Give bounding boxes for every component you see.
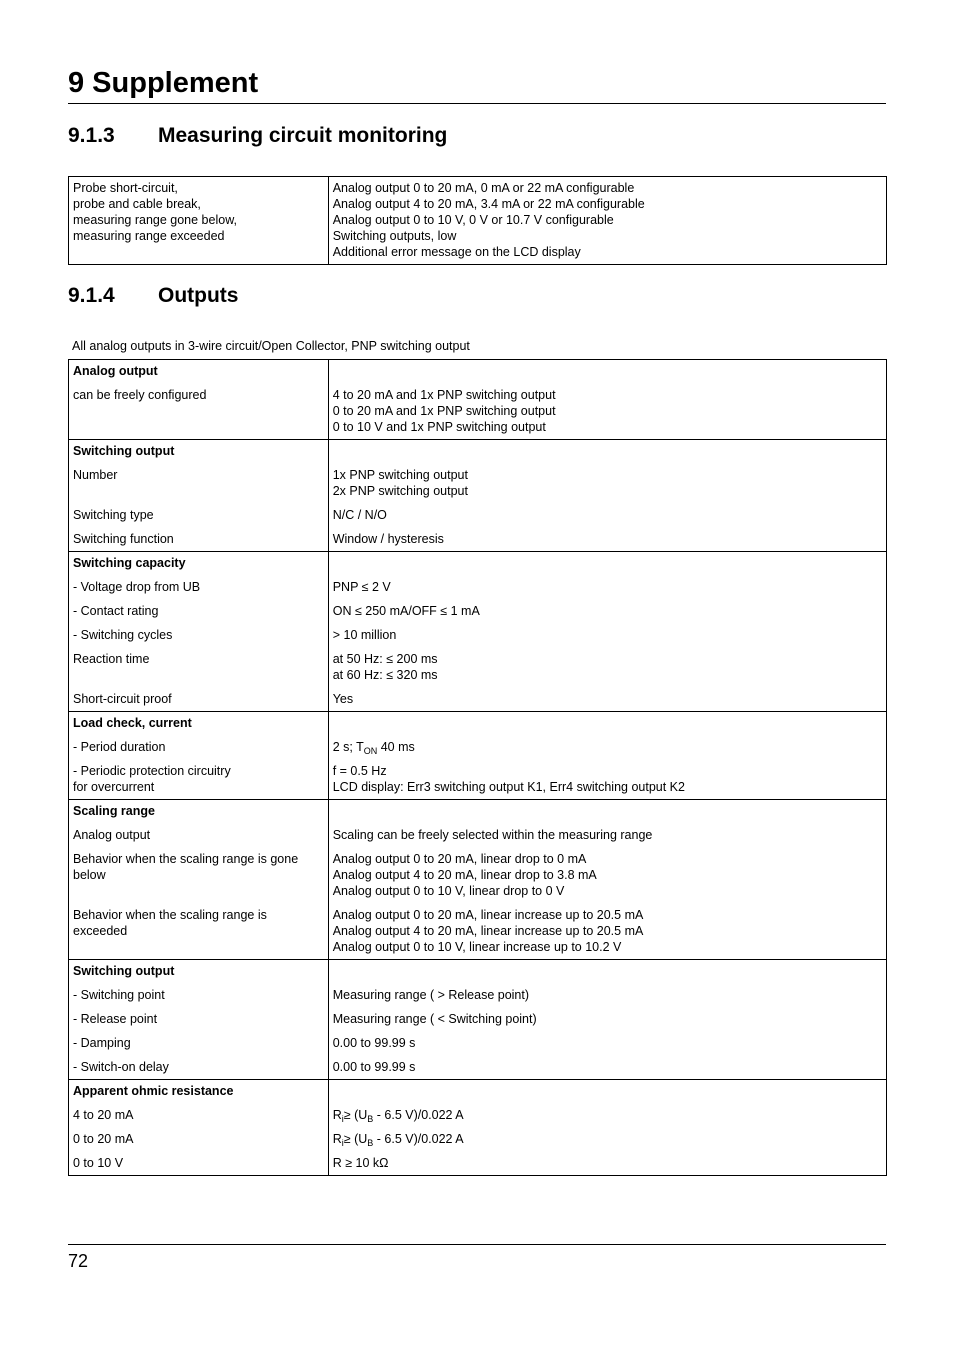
table-row xyxy=(69,527,887,552)
row-label: Reaction time xyxy=(73,652,150,666)
section-title: Measuring circuit monitoring xyxy=(158,124,448,147)
row-value: Window / hysteresis xyxy=(332,532,444,546)
section-heading-outputs xyxy=(68,282,238,310)
row-value: Scaling can be freely selected within the measuring range xyxy=(332,828,653,842)
group-header: Scaling range xyxy=(69,800,329,824)
row-label: Switching type xyxy=(73,508,154,522)
row-label: can be freely configured xyxy=(73,388,207,402)
row-label: Behavior when the scaling range is exceeded xyxy=(73,908,267,938)
row-value: Measuring range ( > Release point) xyxy=(332,988,530,1002)
table-row xyxy=(69,463,887,503)
table-row xyxy=(69,960,887,984)
section-title: Outputs xyxy=(158,284,239,307)
group-header: Analog output xyxy=(69,360,329,384)
row-label: 0 to 20 mA xyxy=(73,1132,134,1146)
table-row xyxy=(69,1103,887,1127)
row-value: 0.00 to 99.99 s xyxy=(332,1036,416,1050)
row-value: > 10 million xyxy=(332,628,397,642)
row-value: f = 0.5 Hz LCD display: Err3 switching output K1, Err4 switching output K2 xyxy=(332,764,685,794)
outputs-intro: All analog outputs in 3-wire circuit/Open Collector, PNP switching output xyxy=(72,339,470,353)
table-row xyxy=(69,800,887,824)
row-value: Yes xyxy=(332,692,354,706)
row-label: Number xyxy=(73,468,118,482)
table-row xyxy=(69,1127,887,1151)
group-header: Apparent ohmic resistance xyxy=(69,1080,329,1104)
page-number: 72 xyxy=(68,1251,89,1271)
table-row xyxy=(69,759,887,800)
table-row xyxy=(69,1080,887,1104)
row-label: - Voltage drop from UB xyxy=(73,580,201,594)
group-header: Switching capacity xyxy=(69,552,329,576)
section-heading-monitoring xyxy=(68,122,447,150)
table-row xyxy=(69,599,887,623)
table-row xyxy=(69,647,887,687)
table-row xyxy=(69,383,887,440)
row-value: 1x PNP switching output 2x PNP switching output xyxy=(332,468,468,498)
row-label: - Switching point xyxy=(73,988,165,1002)
row-label: - Period duration xyxy=(73,740,166,754)
row-value: Analog output 0 to 20 mA, linear increase up to 20.5 mA Analog output 4 to 20 mA, linear increase up to 20.5 mA Analog output 0 to 10 V, linear increase up to 10.2 V xyxy=(332,908,644,954)
monitoring-table xyxy=(68,176,887,265)
row-value: at 50 Hz: ≤ 200 ms at 60 Hz: ≤ 320 ms xyxy=(332,652,438,682)
table-row xyxy=(69,623,887,647)
row-value: $R_i\ge (U_B - 6.5$ V)/0.022 A xyxy=(328,1127,886,1151)
table-row xyxy=(69,552,887,576)
monitoring-conditions: Probe short-circuit, probe and cable break, measuring range gone below, measuring range exceeded xyxy=(73,181,238,243)
row-label: - Switch-on delay xyxy=(73,1060,169,1074)
section-number: 9.1.4 xyxy=(68,284,115,307)
row-label: Short-circuit proof xyxy=(73,692,172,706)
row-value: R ≥ 10 kΩ xyxy=(332,1156,389,1170)
row-value: 4 to 20 mA and 1x PNP switching output 0 to 20 mA and 1x PNP switching output 0 to 10 V and 1x PNP switching output xyxy=(332,388,556,434)
row-value: Measuring range ( < Switching point) xyxy=(332,1012,537,1026)
row-label: Analog output xyxy=(73,828,151,842)
monitoring-responses: Analog output 0 to 20 mA, 0 mA or 22 mA configurable Analog output 4 to 20 mA, 3.4 mA or 22 mA configurable Analog output 0 to 10 V, 0 V or 10.7 V configurable Switching outputs, low Additional error message on the LCD display xyxy=(332,181,645,259)
table-row xyxy=(69,735,887,759)
row-label: - Release point xyxy=(73,1012,158,1026)
table-row xyxy=(69,823,887,847)
table-row xyxy=(69,1151,887,1176)
row-value: N/C / N/O xyxy=(332,508,387,522)
outputs-table xyxy=(68,359,887,1176)
footer-rule xyxy=(68,1244,886,1245)
row-label: 4 to 20 mA xyxy=(73,1108,134,1122)
table-row xyxy=(69,1007,887,1031)
row-value: $R_i\ge (U_B - 6.5$ V)/0.022 A xyxy=(328,1103,886,1127)
table-row xyxy=(69,177,887,265)
table-row xyxy=(69,687,887,712)
header-rule xyxy=(68,103,886,104)
row-value: Analog output 0 to 20 mA, linear drop to 0 mA Analog output 4 to 20 mA, linear drop to 3.8 mA Analog output 0 to 10 V, linear drop to 0 V xyxy=(332,852,597,898)
chapter-title: 9 Supplement xyxy=(68,67,259,99)
row-label: 0 to 10 V xyxy=(73,1156,124,1170)
table-row xyxy=(69,983,887,1007)
row-label: - Periodic protection circuitry for overcurrent xyxy=(73,764,231,794)
row-label: Switching function xyxy=(73,532,174,546)
table-row xyxy=(69,903,887,960)
table-row xyxy=(69,847,887,903)
row-value: 2 s; $T_{ON}$ 40 ms xyxy=(328,735,886,759)
row-label: - Damping xyxy=(73,1036,131,1050)
row-label: - Switching cycles xyxy=(73,628,173,642)
row-value: 0.00 to 99.99 s xyxy=(332,1060,416,1074)
table-row xyxy=(69,575,887,599)
row-label: Behavior when the scaling range is gone below xyxy=(73,852,299,882)
row-label: - Contact rating xyxy=(73,604,159,618)
section-number: 9.1.3 xyxy=(68,124,115,147)
group-header: Switching output xyxy=(69,440,329,464)
group-header: Load check, current xyxy=(69,712,329,736)
table-row xyxy=(69,1031,887,1055)
table-row xyxy=(69,503,887,527)
table-row xyxy=(69,1055,887,1080)
group-header: Switching output xyxy=(69,960,329,984)
table-row xyxy=(69,712,887,736)
table-row xyxy=(69,440,887,464)
row-value: ON ≤ 250 mA/OFF ≤ 1 mA xyxy=(332,604,480,618)
row-value: PNP ≤ 2 V xyxy=(332,580,391,594)
table-row xyxy=(69,360,887,384)
